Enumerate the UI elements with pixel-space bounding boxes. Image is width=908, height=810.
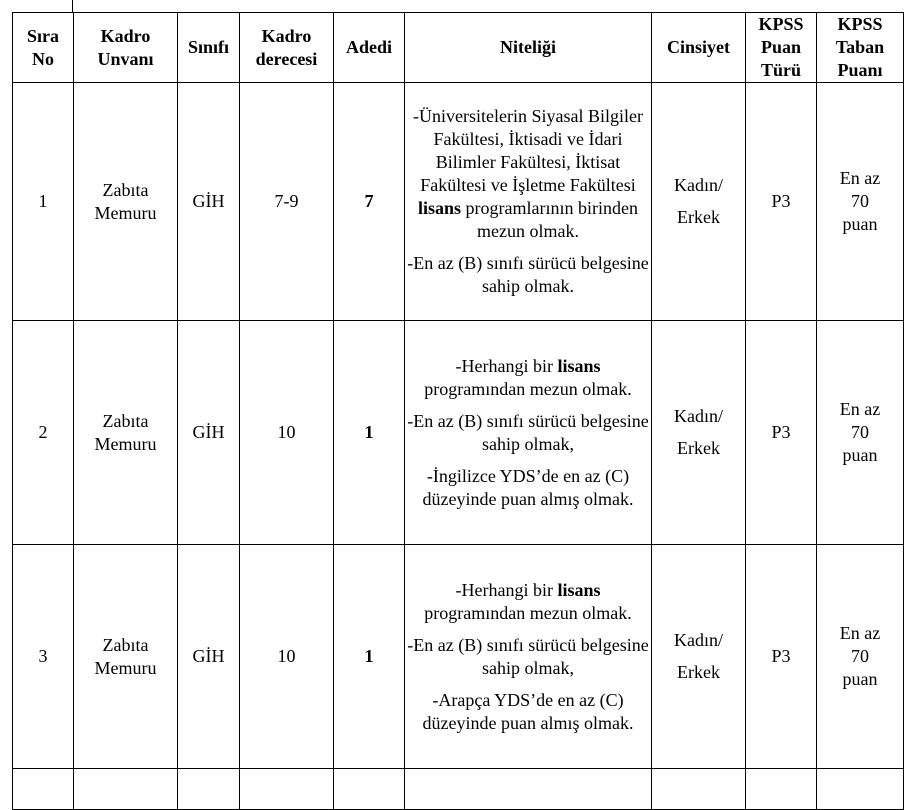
kadro-table (12, 12, 904, 810)
nitelik-paragraph: -İngilizce YDS’de en az (C) düzeyinde puan almış olmak. (422, 465, 634, 509)
cell-kpss-puan-turu: P3 (746, 83, 817, 321)
cell-sira-no: 3 (13, 545, 74, 769)
cell-kpss-taban-puani: En az 70 puan (817, 545, 904, 769)
cell-kadro-unvani: Zabıta Memuru (74, 321, 178, 545)
cell-cinsiyet: Kadın/ Erkek (652, 321, 746, 545)
header-row (13, 13, 904, 83)
nitelik-paragraph: -En az (B) sınıfı sürücü belgesine sahip olmak, (407, 634, 649, 678)
header-kadro-derecesi: Kadro derecesi (240, 13, 334, 83)
cell-sira-no: 1 (13, 83, 74, 321)
header-sira-no: Sıra No (13, 13, 74, 83)
cell-kadro-derecesi: 7-9 (240, 83, 334, 321)
page-edge-marker (72, 0, 73, 12)
cell-adedi: 7 (334, 83, 405, 321)
header-kadro-unvani: Kadro Unvanı (74, 13, 178, 83)
cell-niteligi (405, 545, 652, 769)
nitelik-paragraph: -Arapça YDS’de en az (C) düzeyinde puan almış olmak. (422, 689, 634, 733)
cell-kpss-puan-turu: P3 (746, 321, 817, 545)
header-kpss-taban-puani: KPSS Taban Puanı (817, 13, 904, 83)
cell-kpss-taban-puani: En az 70 puan (817, 321, 904, 545)
cell-niteligi (405, 321, 652, 545)
cell-kadro-unvani: Zabıta Memuru (74, 545, 178, 769)
header-niteligi: Niteliği (405, 13, 652, 83)
header-kpss-puan-turu: KPSS Puan Türü (746, 13, 817, 83)
cell-niteligi (405, 83, 652, 321)
cell-sira-no: 2 (13, 321, 74, 545)
header-adedi: Adedi (334, 13, 405, 83)
cell-kpss-puan-turu: P3 (746, 545, 817, 769)
header-cinsiyet: Cinsiyet (652, 13, 746, 83)
cell-adedi: 1 (334, 545, 405, 769)
cell-cinsiyet: Kadın/ Erkek (652, 83, 746, 321)
nitelik-paragraph: -Üniversitelerin Siyasal Bilgiler Fakültesi, İktisadi ve İdari Bilimler Fakültesi, İktisat Fakültesi ve İşletme Fakültesi lisans programlarının birinden mezun olmak. (413, 106, 643, 241)
cell-kadro-unvani: Zabıta Memuru (74, 83, 178, 321)
cell-kpss-taban-puani: En az 70 puan (817, 83, 904, 321)
table-row (13, 545, 904, 769)
cell-sinifi: GİH (178, 321, 240, 545)
cell-sinifi: GİH (178, 545, 240, 769)
cell-kadro-derecesi: 10 (240, 545, 334, 769)
table-row (13, 83, 904, 321)
nitelik-paragraph: -Herhangi bir lisans programından mezun olmak. (424, 355, 632, 399)
header-sinifi: Sınıfı (178, 13, 240, 83)
nitelik-paragraph: -En az (B) sınıfı sürücü belgesine sahip olmak. (407, 253, 649, 296)
cell-cinsiyet: Kadın/ Erkek (652, 545, 746, 769)
table-row (13, 321, 904, 545)
cell-sinifi: GİH (178, 83, 240, 321)
nitelik-paragraph: -Herhangi bir lisans programından mezun olmak. (424, 579, 632, 623)
cell-adedi: 1 (334, 321, 405, 545)
nitelik-paragraph: -En az (B) sınıfı sürücü belgesine sahip olmak, (407, 410, 649, 454)
cell-kadro-derecesi: 10 (240, 321, 334, 545)
